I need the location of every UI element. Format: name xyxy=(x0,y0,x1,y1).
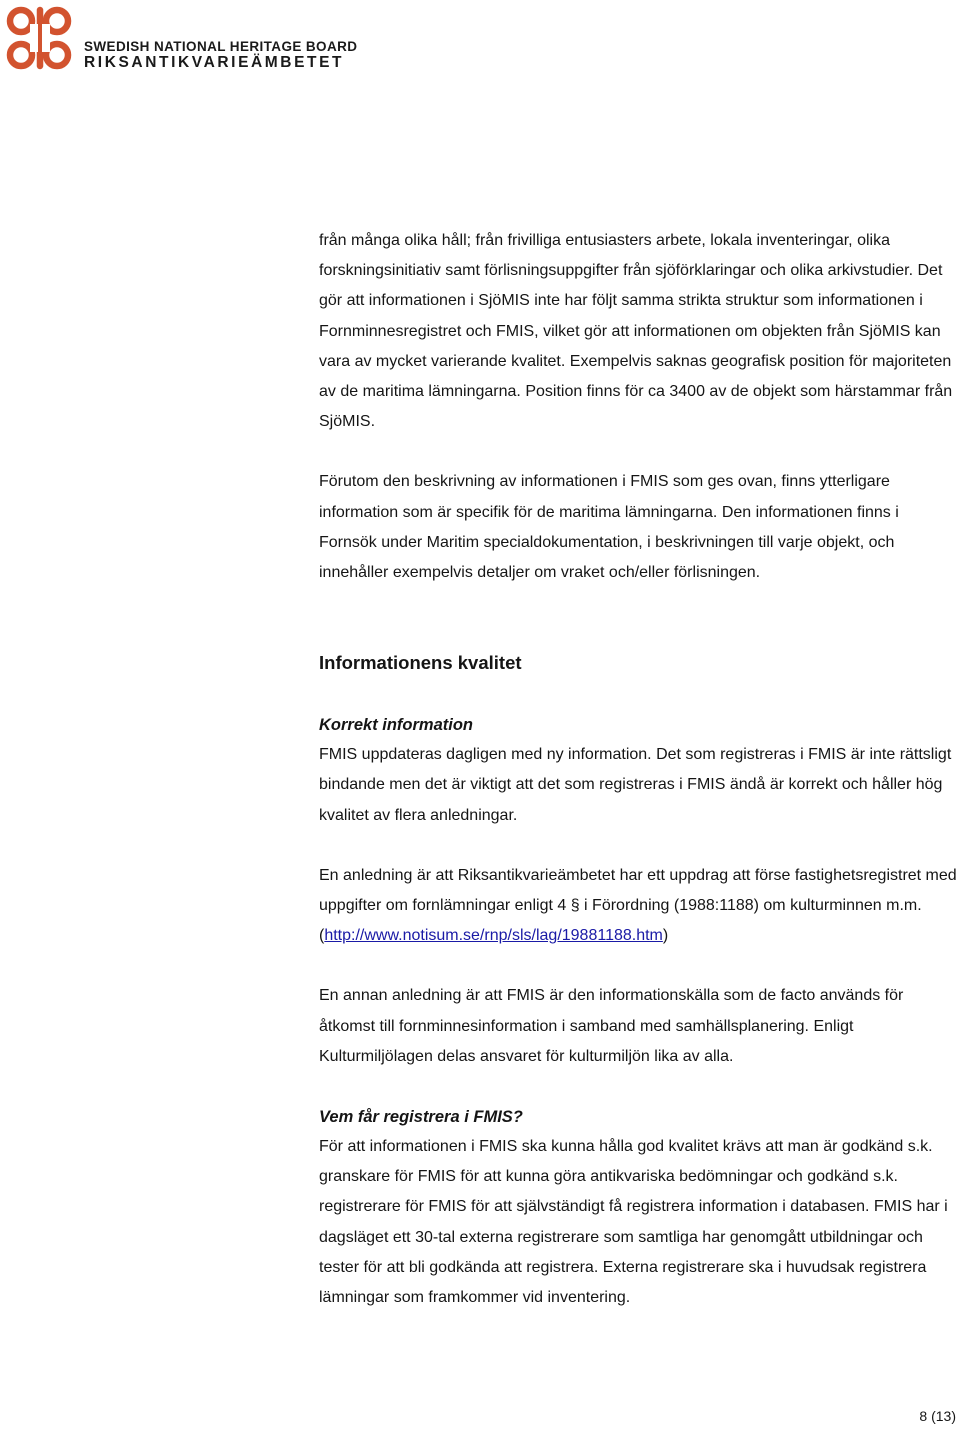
paragraph-registrars: För att informationen i FMIS ska kunna hålla god kvalitet krävs att man är godkänd s.k. granskare för FMIS för att kunna göra antikvariska bedömningar och godkänd s.k. registrerare för FMIS för att självständigt få registrera information i databasen. FMIS har i dagsläget ett 30-tal externa registrerare som samtliga har genomgått utbildningar och tester för att bli godkända att registrera. Externa registrerare ska i huvudsak registrera lämningar som framkommer vid inventering. xyxy=(319,1138,948,1307)
org-name-swedish: RIKSANTIKVARIEÄMBETET xyxy=(84,54,345,71)
paragraph-reason-one xyxy=(319,861,959,952)
reason-one-text: En anledning är att Riksantikvarieämbetet har ett uppdrag att förse fastighetsregistret med uppgifter om fornlämningar enligt 4 § i Förordning (1988:1188) om kulturminnen m.m. xyxy=(319,866,957,915)
heritage-board-logo-icon xyxy=(4,4,76,72)
paragraph-sjomis: från många olika håll; från frivilliga entusiasters arbete, lokala inventeringar, olika forskningsinitiativ samt förlisningsuppgifter från sjöförklaringar och olika arkivstudier. Det gör att informationen i SjöMIS inte har följt samma strikta struktur som informationen i Fornminnesregistret och FMIS, vilket gör att informationen om objekten från SjöMIS kan vara av mycket varierande kvalitet. Exempelvis saknas geografisk position för majoriteten av de maritima lämningarna. Position finns för ca 3400 av de objekt som härstammar från SjöMIS. xyxy=(319,232,953,431)
link-paren-open: ( xyxy=(319,927,325,945)
subheading-who-may-register: Vem får registrera i FMIS? xyxy=(319,1108,523,1127)
paragraph-fmis-updates: FMIS uppdateras dagligen med ny information. Det som registreras i FMIS är inte rättsligt bindande men det är viktigt att det som registreras i FMIS ändå är korrekt och håller hög kvalitet av flera anledningar. xyxy=(319,746,952,824)
section-heading-quality: Informationens kvalitet xyxy=(319,652,522,674)
header-logo xyxy=(4,4,358,74)
org-name-english: SWEDISH NATIONAL HERITAGE BOARD xyxy=(84,39,358,54)
subheading-correct-information: Korrekt information xyxy=(319,716,474,735)
notisum-law-link[interactable]: http://www.notisum.se/rnp/sls/lag/19881188.htm xyxy=(324,927,663,945)
document-body xyxy=(319,226,959,1313)
paragraph-maritime-info: Förutom den beskrivning av informationen i FMIS som ges ovan, finns ytterligare information som är specifik för de maritima lämningarna. Den informationen finns i Fornsök under Maritim specialdokumentation, i beskrivningen till varje objekt, och innehåller exempelvis detaljer om vraket och/eller förlisningen. xyxy=(319,473,899,582)
link-paren-close: ) xyxy=(662,927,669,945)
page-number: 8 (13) xyxy=(919,1408,956,1424)
paragraph-reason-two: En annan anledning är att FMIS är den informationskälla som de facto används för åtkomst till fornminnesinformation i samband med samhällsplanering. Enligt Kulturmiljölagen delas ansvaret för kulturmiljön lika av alla. xyxy=(319,987,904,1065)
